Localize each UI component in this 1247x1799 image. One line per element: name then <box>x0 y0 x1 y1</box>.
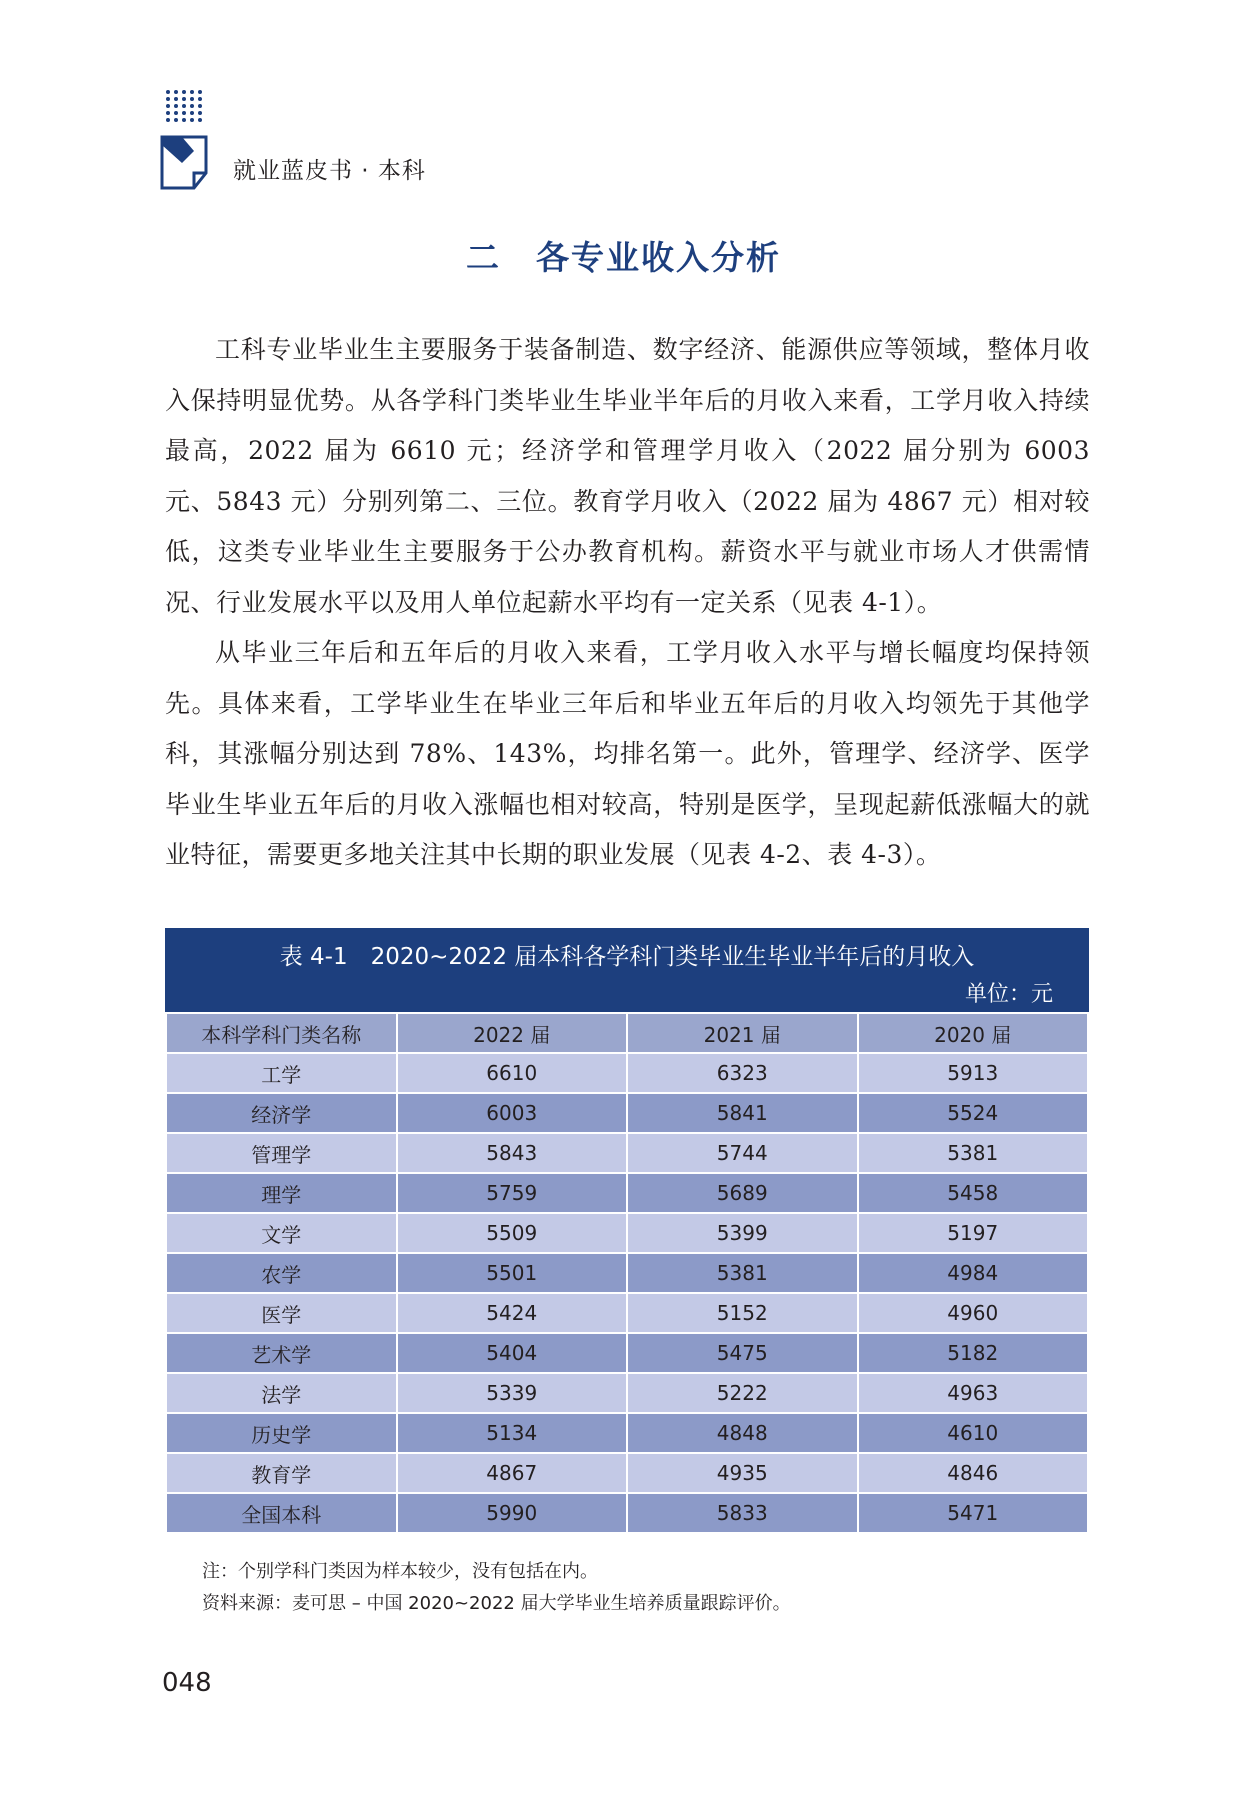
data-table <box>165 1012 1089 1534</box>
column-header: 2020 届 <box>858 1013 1089 1053</box>
table-row <box>166 1173 1088 1213</box>
dot <box>190 111 194 115</box>
value-cell: 5744 <box>627 1133 858 1173</box>
table-unit: 单位：元 <box>964 982 1053 1007</box>
value-cell: 4960 <box>858 1293 1089 1333</box>
value-cell: 5424 <box>397 1293 628 1333</box>
dot <box>166 90 170 94</box>
value-cell: 5458 <box>858 1173 1089 1213</box>
table-row <box>166 1333 1088 1373</box>
value-cell: 5509 <box>397 1213 628 1253</box>
value-cell: 5524 <box>858 1093 1089 1133</box>
income-table <box>165 928 1089 1534</box>
dot <box>174 111 178 115</box>
table-row <box>166 1293 1088 1333</box>
table-row <box>166 1373 1088 1413</box>
value-cell: 5134 <box>397 1413 628 1453</box>
value-cell: 4848 <box>627 1413 858 1453</box>
table-source: 资料来源：麦可思 – 中国 2020~2022 届大学毕业生培养质量跟踪评价。 <box>202 1593 791 1614</box>
value-cell: 5222 <box>627 1373 858 1413</box>
value-cell: 5339 <box>397 1373 628 1413</box>
value-cell: 4984 <box>858 1253 1089 1293</box>
table-row <box>166 1453 1088 1493</box>
row-label-cell: 理学 <box>166 1173 397 1213</box>
table-title: 表 4-1 2020~2022 届本科各学科门类毕业生毕业半年后的月收入 <box>279 944 975 970</box>
row-label-cell: 经济学 <box>166 1093 397 1133</box>
dot <box>190 97 194 101</box>
value-cell: 6323 <box>627 1053 858 1093</box>
value-cell: 5182 <box>858 1333 1089 1373</box>
dot <box>198 118 202 122</box>
row-label-cell: 医学 <box>166 1293 397 1333</box>
value-cell: 4935 <box>627 1453 858 1493</box>
table-header-row <box>166 1013 1088 1053</box>
value-cell: 5197 <box>858 1213 1089 1253</box>
column-header: 2021 届 <box>627 1013 858 1053</box>
table-row <box>166 1093 1088 1133</box>
dot <box>182 97 186 101</box>
value-cell: 4846 <box>858 1453 1089 1493</box>
dot <box>166 97 170 101</box>
book-title: 就业蓝皮书 · 本科 <box>233 158 426 184</box>
dot <box>198 90 202 94</box>
table-notes <box>202 1556 791 1620</box>
book-corner-icon <box>160 135 208 190</box>
column-header: 本科学科门类名称 <box>166 1013 397 1053</box>
table-row <box>166 1253 1088 1293</box>
dot <box>174 118 178 122</box>
row-label-cell: 工学 <box>166 1053 397 1093</box>
value-cell: 5471 <box>858 1493 1089 1533</box>
body-text <box>165 325 1090 881</box>
column-header: 2022 届 <box>397 1013 628 1053</box>
row-label-cell: 农学 <box>166 1253 397 1293</box>
value-cell: 5759 <box>397 1173 628 1213</box>
value-cell: 5841 <box>627 1093 858 1133</box>
value-cell: 6610 <box>397 1053 628 1093</box>
value-cell: 5381 <box>858 1133 1089 1173</box>
table-header-band <box>165 928 1089 1012</box>
value-cell: 5990 <box>397 1493 628 1533</box>
row-label-cell: 管理学 <box>166 1133 397 1173</box>
value-cell: 5689 <box>627 1173 858 1213</box>
dot <box>174 104 178 108</box>
value-cell: 5152 <box>627 1293 858 1333</box>
dot <box>182 104 186 108</box>
row-label-cell: 全国本科 <box>166 1493 397 1533</box>
dot <box>166 111 170 115</box>
dot <box>182 90 186 94</box>
value-cell: 5501 <box>397 1253 628 1293</box>
dot <box>190 90 194 94</box>
dot <box>166 104 170 108</box>
table-note: 注：个别学科门类因为样本较少，没有包括在内。 <box>202 1561 598 1582</box>
dot <box>190 104 194 108</box>
value-cell: 5913 <box>858 1053 1089 1093</box>
row-label-cell: 法学 <box>166 1373 397 1413</box>
value-cell: 6003 <box>397 1093 628 1133</box>
table-row <box>166 1133 1088 1173</box>
paragraph-2: 从毕业三年后和五年后的月收入来看，工学月收入水平与增长幅度均保持领先。具体来看，工学毕业生在毕业三年后和毕业五年后的月收入均领先于其他学科，其涨幅分别达到 78%、143%，均排名第一。此外，管理学、经济学、医学毕业生毕业五年后的月收入涨幅也相对较高，特别是医学，呈现起薪低涨幅大的就业特征，需要更多地关注其中长期的职业发展（见表 4-2、表 4-3）。 <box>165 638 1090 869</box>
dot <box>166 118 170 122</box>
table-row <box>166 1213 1088 1253</box>
dot <box>198 104 202 108</box>
section-title: 二 各专业收入分析 <box>466 238 781 277</box>
row-label-cell: 艺术学 <box>166 1333 397 1373</box>
dot <box>174 97 178 101</box>
dot <box>190 118 194 122</box>
dot <box>182 111 186 115</box>
value-cell: 5381 <box>627 1253 858 1293</box>
dot-grid-decoration <box>166 90 206 126</box>
value-cell: 5475 <box>627 1333 858 1373</box>
row-label-cell: 教育学 <box>166 1453 397 1493</box>
value-cell: 5843 <box>397 1133 628 1173</box>
value-cell: 4867 <box>397 1453 628 1493</box>
paragraph-1: 工科专业毕业生主要服务于装备制造、数字经济、能源供应等领域，整体月收入保持明显优势。从各学科门类毕业生毕业半年后的月收入来看，工学月收入持续最高，2022 届为 6610 元；经济学和管理学月收入（2022 届分别为 6003 元、5843 元）分别列第二、三位。教育学月收入（2022 届为 4867 元）相对较低，这类专业毕业生主要服务于公办教育机构。薪资水平与就业市场人才供需情况、行业发展水平以及用人单位起薪水平均有一定关系（见表 4-1）。 <box>165 335 1090 617</box>
page-number: 048 <box>162 1668 212 1698</box>
dot <box>182 118 186 122</box>
table-row <box>166 1493 1088 1533</box>
value-cell: 5404 <box>397 1333 628 1373</box>
table-row <box>166 1413 1088 1453</box>
value-cell: 4963 <box>858 1373 1089 1413</box>
table-row <box>166 1053 1088 1093</box>
dot <box>174 90 178 94</box>
dot <box>198 97 202 101</box>
row-label-cell: 文学 <box>166 1213 397 1253</box>
value-cell: 4610 <box>858 1413 1089 1453</box>
running-header <box>160 90 560 200</box>
dot <box>198 111 202 115</box>
value-cell: 5833 <box>627 1493 858 1533</box>
value-cell: 5399 <box>627 1213 858 1253</box>
row-label-cell: 历史学 <box>166 1413 397 1453</box>
